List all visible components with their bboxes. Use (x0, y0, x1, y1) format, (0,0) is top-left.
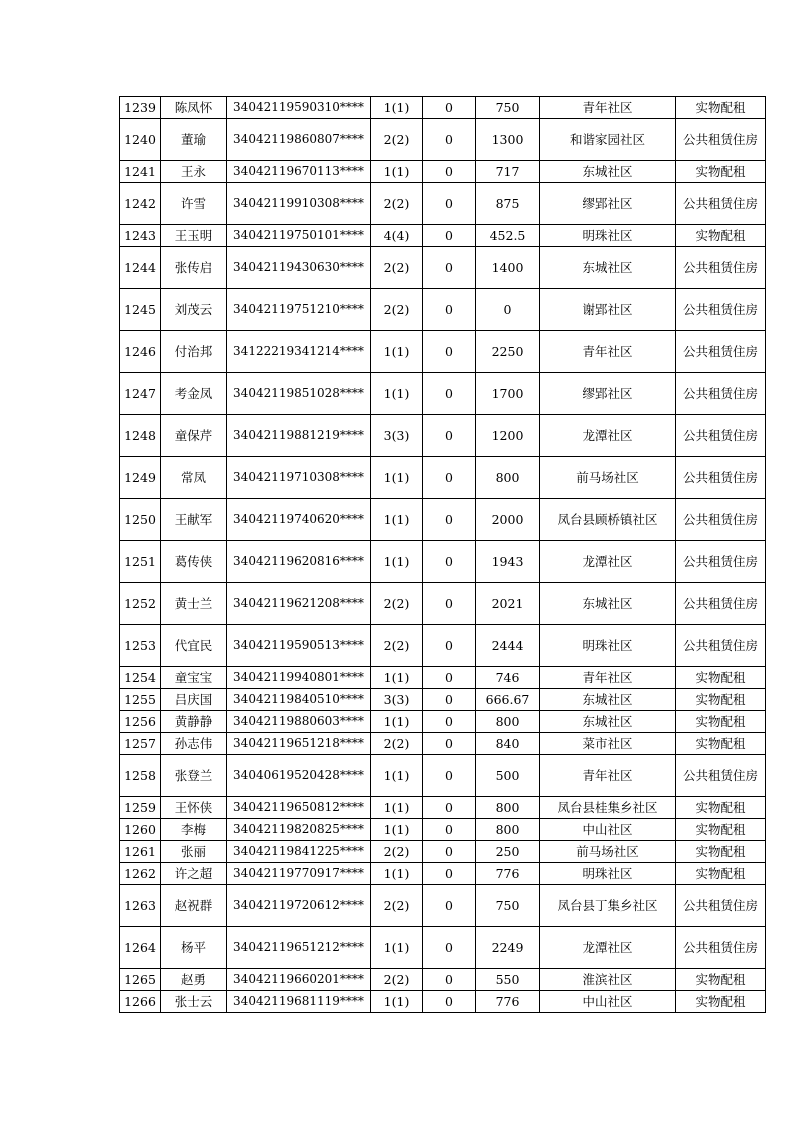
row-number-cell: 1263 (120, 885, 161, 927)
row-number-cell: 1241 (120, 161, 161, 183)
community-cell: 明珠社区 (540, 225, 676, 247)
household-members-cell: 1(1) (371, 667, 423, 689)
id-number-cell: 34042119720612**** (227, 885, 371, 927)
table-row (120, 755, 766, 797)
household-members-cell: 1(1) (371, 541, 423, 583)
household-members-cell: 1(1) (371, 863, 423, 885)
community-cell: 明珠社区 (540, 625, 676, 667)
id-number-cell: 34042119710308**** (227, 457, 371, 499)
community-cell: 缪郢社区 (540, 373, 676, 415)
row-number-cell: 1251 (120, 541, 161, 583)
row-number-cell: 1255 (120, 689, 161, 711)
housing-type-cell: 公共租赁住房 (676, 289, 766, 331)
housing-type-cell: 公共租赁住房 (676, 885, 766, 927)
row-number-cell: 1254 (120, 667, 161, 689)
zero-value-cell: 0 (423, 541, 476, 583)
community-cell: 缪郢社区 (540, 183, 676, 225)
housing-type-cell: 公共租赁住房 (676, 247, 766, 289)
household-members-cell: 3(3) (371, 415, 423, 457)
housing-type-cell: 公共租赁住房 (676, 457, 766, 499)
community-cell: 龙潭社区 (540, 541, 676, 583)
household-members-cell: 1(1) (371, 819, 423, 841)
table-row (120, 161, 766, 183)
household-members-cell: 2(2) (371, 841, 423, 863)
household-members-cell: 1(1) (371, 457, 423, 499)
name-cell: 张传启 (161, 247, 227, 289)
table-row (120, 667, 766, 689)
community-cell: 青年社区 (540, 331, 676, 373)
community-cell: 东城社区 (540, 583, 676, 625)
name-cell: 王永 (161, 161, 227, 183)
amount-cell: 776 (476, 863, 540, 885)
id-number-cell: 34042119740620**** (227, 499, 371, 541)
housing-type-cell: 实物配租 (676, 733, 766, 755)
community-cell: 谢郢社区 (540, 289, 676, 331)
row-number-cell: 1259 (120, 797, 161, 819)
name-cell: 童保芹 (161, 415, 227, 457)
amount-cell: 500 (476, 755, 540, 797)
community-cell: 龙潭社区 (540, 927, 676, 969)
household-members-cell: 2(2) (371, 969, 423, 991)
community-cell: 青年社区 (540, 755, 676, 797)
table-row (120, 711, 766, 733)
name-cell: 许之超 (161, 863, 227, 885)
row-number-cell: 1243 (120, 225, 161, 247)
amount-cell: 2000 (476, 499, 540, 541)
row-number-cell: 1240 (120, 119, 161, 161)
id-number-cell: 34042119820825**** (227, 819, 371, 841)
zero-value-cell: 0 (423, 969, 476, 991)
table-body (120, 97, 766, 1013)
housing-type-cell: 公共租赁住房 (676, 625, 766, 667)
housing-type-cell: 公共租赁住房 (676, 373, 766, 415)
row-number-cell: 1265 (120, 969, 161, 991)
community-cell: 东城社区 (540, 247, 676, 289)
community-cell: 东城社区 (540, 161, 676, 183)
table-row (120, 625, 766, 667)
amount-cell: 717 (476, 161, 540, 183)
amount-cell: 750 (476, 885, 540, 927)
housing-type-cell: 公共租赁住房 (676, 755, 766, 797)
household-members-cell: 2(2) (371, 119, 423, 161)
zero-value-cell: 0 (423, 97, 476, 119)
table-row (120, 415, 766, 457)
id-number-cell: 34042119620816**** (227, 541, 371, 583)
zero-value-cell: 0 (423, 885, 476, 927)
household-members-cell: 2(2) (371, 625, 423, 667)
amount-cell: 2249 (476, 927, 540, 969)
community-cell: 凤台县丁集乡社区 (540, 885, 676, 927)
row-number-cell: 1256 (120, 711, 161, 733)
id-number-cell: 34042119770917**** (227, 863, 371, 885)
community-cell: 中山社区 (540, 819, 676, 841)
community-cell: 前马场社区 (540, 841, 676, 863)
table-row (120, 583, 766, 625)
community-cell: 明珠社区 (540, 863, 676, 885)
household-members-cell: 1(1) (371, 499, 423, 541)
name-cell: 许雪 (161, 183, 227, 225)
amount-cell: 746 (476, 667, 540, 689)
housing-type-cell: 实物配租 (676, 97, 766, 119)
household-members-cell: 2(2) (371, 885, 423, 927)
household-members-cell: 2(2) (371, 583, 423, 625)
housing-type-cell: 公共租赁住房 (676, 415, 766, 457)
amount-cell: 875 (476, 183, 540, 225)
table-row (120, 969, 766, 991)
household-members-cell: 1(1) (371, 927, 423, 969)
community-cell: 东城社区 (540, 689, 676, 711)
name-cell: 黄士兰 (161, 583, 227, 625)
table-row (120, 927, 766, 969)
amount-cell: 2444 (476, 625, 540, 667)
amount-cell: 776 (476, 991, 540, 1013)
housing-type-cell: 公共租赁住房 (676, 583, 766, 625)
row-number-cell: 1260 (120, 819, 161, 841)
community-cell: 和谐家园社区 (540, 119, 676, 161)
id-number-cell: 34042119590310**** (227, 97, 371, 119)
row-number-cell: 1249 (120, 457, 161, 499)
table-row (120, 863, 766, 885)
row-number-cell: 1253 (120, 625, 161, 667)
id-number-cell: 34042119751210**** (227, 289, 371, 331)
row-number-cell: 1247 (120, 373, 161, 415)
housing-type-cell: 实物配租 (676, 969, 766, 991)
amount-cell: 1400 (476, 247, 540, 289)
name-cell: 董瑜 (161, 119, 227, 161)
id-number-cell: 34042119860807**** (227, 119, 371, 161)
table-row (120, 733, 766, 755)
housing-type-cell: 公共租赁住房 (676, 331, 766, 373)
row-number-cell: 1261 (120, 841, 161, 863)
zero-value-cell: 0 (423, 711, 476, 733)
name-cell: 王玉明 (161, 225, 227, 247)
table-row (120, 331, 766, 373)
household-members-cell: 4(4) (371, 225, 423, 247)
household-members-cell: 1(1) (371, 991, 423, 1013)
household-members-cell: 3(3) (371, 689, 423, 711)
table-row (120, 247, 766, 289)
name-cell: 吕庆国 (161, 689, 227, 711)
id-number-cell: 34042119840510**** (227, 689, 371, 711)
zero-value-cell: 0 (423, 927, 476, 969)
id-number-cell: 34042119660201**** (227, 969, 371, 991)
zero-value-cell: 0 (423, 991, 476, 1013)
name-cell: 葛传侠 (161, 541, 227, 583)
amount-cell: 800 (476, 457, 540, 499)
zero-value-cell: 0 (423, 733, 476, 755)
id-number-cell: 34042119851028**** (227, 373, 371, 415)
amount-cell: 1300 (476, 119, 540, 161)
amount-cell: 750 (476, 97, 540, 119)
name-cell: 王献军 (161, 499, 227, 541)
zero-value-cell: 0 (423, 819, 476, 841)
amount-cell: 452.5 (476, 225, 540, 247)
id-number-cell: 34042119750101**** (227, 225, 371, 247)
household-members-cell: 1(1) (371, 797, 423, 819)
household-members-cell: 1(1) (371, 711, 423, 733)
housing-type-cell: 公共租赁住房 (676, 499, 766, 541)
housing-type-cell: 实物配租 (676, 667, 766, 689)
amount-cell: 666.67 (476, 689, 540, 711)
household-members-cell: 2(2) (371, 733, 423, 755)
id-number-cell: 34042119940801**** (227, 667, 371, 689)
name-cell: 黄静静 (161, 711, 227, 733)
table-row (120, 373, 766, 415)
name-cell: 李梅 (161, 819, 227, 841)
id-number-cell: 34042119651218**** (227, 733, 371, 755)
community-cell: 青年社区 (540, 667, 676, 689)
name-cell: 付治邦 (161, 331, 227, 373)
community-cell: 凤台县桂集乡社区 (540, 797, 676, 819)
row-number-cell: 1264 (120, 927, 161, 969)
household-members-cell: 1(1) (371, 97, 423, 119)
row-number-cell: 1250 (120, 499, 161, 541)
zero-value-cell: 0 (423, 667, 476, 689)
name-cell: 考金凤 (161, 373, 227, 415)
zero-value-cell: 0 (423, 373, 476, 415)
name-cell: 代宜民 (161, 625, 227, 667)
amount-cell: 800 (476, 711, 540, 733)
zero-value-cell: 0 (423, 755, 476, 797)
amount-cell: 1943 (476, 541, 540, 583)
community-cell: 龙潭社区 (540, 415, 676, 457)
id-number-cell: 34122219341214**** (227, 331, 371, 373)
household-members-cell: 1(1) (371, 755, 423, 797)
housing-type-cell: 实物配租 (676, 819, 766, 841)
household-members-cell: 2(2) (371, 289, 423, 331)
household-members-cell: 1(1) (371, 331, 423, 373)
name-cell: 王怀侠 (161, 797, 227, 819)
community-cell: 前马场社区 (540, 457, 676, 499)
name-cell: 杨平 (161, 927, 227, 969)
housing-type-cell: 实物配租 (676, 797, 766, 819)
row-number-cell: 1262 (120, 863, 161, 885)
zero-value-cell: 0 (423, 689, 476, 711)
household-members-cell: 2(2) (371, 247, 423, 289)
household-members-cell: 1(1) (371, 373, 423, 415)
amount-cell: 2250 (476, 331, 540, 373)
allocation-table (119, 96, 766, 1013)
amount-cell: 840 (476, 733, 540, 755)
id-number-cell: 34042119651212**** (227, 927, 371, 969)
table-row (120, 97, 766, 119)
zero-value-cell: 0 (423, 797, 476, 819)
zero-value-cell: 0 (423, 183, 476, 225)
id-number-cell: 34040619520428**** (227, 755, 371, 797)
table-row (120, 797, 766, 819)
row-number-cell: 1266 (120, 991, 161, 1013)
table-row (120, 885, 766, 927)
zero-value-cell: 0 (423, 499, 476, 541)
housing-type-cell: 实物配租 (676, 225, 766, 247)
name-cell: 张丽 (161, 841, 227, 863)
zero-value-cell: 0 (423, 841, 476, 863)
id-number-cell: 34042119650812**** (227, 797, 371, 819)
amount-cell: 800 (476, 797, 540, 819)
amount-cell: 550 (476, 969, 540, 991)
zero-value-cell: 0 (423, 247, 476, 289)
housing-type-cell: 公共租赁住房 (676, 541, 766, 583)
zero-value-cell: 0 (423, 583, 476, 625)
id-number-cell: 34042119881219**** (227, 415, 371, 457)
row-number-cell: 1239 (120, 97, 161, 119)
zero-value-cell: 0 (423, 457, 476, 499)
zero-value-cell: 0 (423, 625, 476, 667)
community-cell: 东城社区 (540, 711, 676, 733)
community-cell: 凤台县顾桥镇社区 (540, 499, 676, 541)
zero-value-cell: 0 (423, 289, 476, 331)
community-cell: 中山社区 (540, 991, 676, 1013)
housing-type-cell: 公共租赁住房 (676, 927, 766, 969)
table-row (120, 819, 766, 841)
amount-cell: 1200 (476, 415, 540, 457)
table-row (120, 183, 766, 225)
amount-cell: 800 (476, 819, 540, 841)
zero-value-cell: 0 (423, 119, 476, 161)
table-row (120, 541, 766, 583)
housing-type-cell: 实物配租 (676, 991, 766, 1013)
household-members-cell: 2(2) (371, 183, 423, 225)
id-number-cell: 34042119670113**** (227, 161, 371, 183)
name-cell: 刘茂云 (161, 289, 227, 331)
housing-type-cell: 实物配租 (676, 689, 766, 711)
name-cell: 赵祝群 (161, 885, 227, 927)
household-members-cell: 1(1) (371, 161, 423, 183)
id-number-cell: 34042119910308**** (227, 183, 371, 225)
housing-type-cell: 实物配租 (676, 863, 766, 885)
housing-type-cell: 实物配租 (676, 161, 766, 183)
community-cell: 淮滨社区 (540, 969, 676, 991)
table-row (120, 119, 766, 161)
id-number-cell: 34042119681119**** (227, 991, 371, 1013)
row-number-cell: 1246 (120, 331, 161, 373)
id-number-cell: 34042119841225**** (227, 841, 371, 863)
zero-value-cell: 0 (423, 415, 476, 457)
amount-cell: 250 (476, 841, 540, 863)
row-number-cell: 1244 (120, 247, 161, 289)
zero-value-cell: 0 (423, 331, 476, 373)
name-cell: 孙志伟 (161, 733, 227, 755)
name-cell: 赵勇 (161, 969, 227, 991)
amount-cell: 2021 (476, 583, 540, 625)
table-row (120, 841, 766, 863)
amount-cell: 1700 (476, 373, 540, 415)
zero-value-cell: 0 (423, 161, 476, 183)
row-number-cell: 1242 (120, 183, 161, 225)
row-number-cell: 1248 (120, 415, 161, 457)
zero-value-cell: 0 (423, 863, 476, 885)
id-number-cell: 34042119430630**** (227, 247, 371, 289)
community-cell: 菜市社区 (540, 733, 676, 755)
table-row (120, 991, 766, 1013)
name-cell: 张士云 (161, 991, 227, 1013)
name-cell: 张登兰 (161, 755, 227, 797)
table-row (120, 457, 766, 499)
name-cell: 常凤 (161, 457, 227, 499)
table-row (120, 225, 766, 247)
id-number-cell: 34042119880603**** (227, 711, 371, 733)
name-cell: 童宝宝 (161, 667, 227, 689)
table-row (120, 689, 766, 711)
housing-type-cell: 实物配租 (676, 711, 766, 733)
housing-type-cell: 实物配租 (676, 841, 766, 863)
zero-value-cell: 0 (423, 225, 476, 247)
housing-type-cell: 公共租赁住房 (676, 183, 766, 225)
housing-type-cell: 公共租赁住房 (676, 119, 766, 161)
row-number-cell: 1245 (120, 289, 161, 331)
row-number-cell: 1252 (120, 583, 161, 625)
name-cell: 陈凤怀 (161, 97, 227, 119)
row-number-cell: 1258 (120, 755, 161, 797)
table-row (120, 499, 766, 541)
community-cell: 青年社区 (540, 97, 676, 119)
id-number-cell: 34042119590513**** (227, 625, 371, 667)
amount-cell: 0 (476, 289, 540, 331)
id-number-cell: 34042119621208**** (227, 583, 371, 625)
row-number-cell: 1257 (120, 733, 161, 755)
table-row (120, 289, 766, 331)
